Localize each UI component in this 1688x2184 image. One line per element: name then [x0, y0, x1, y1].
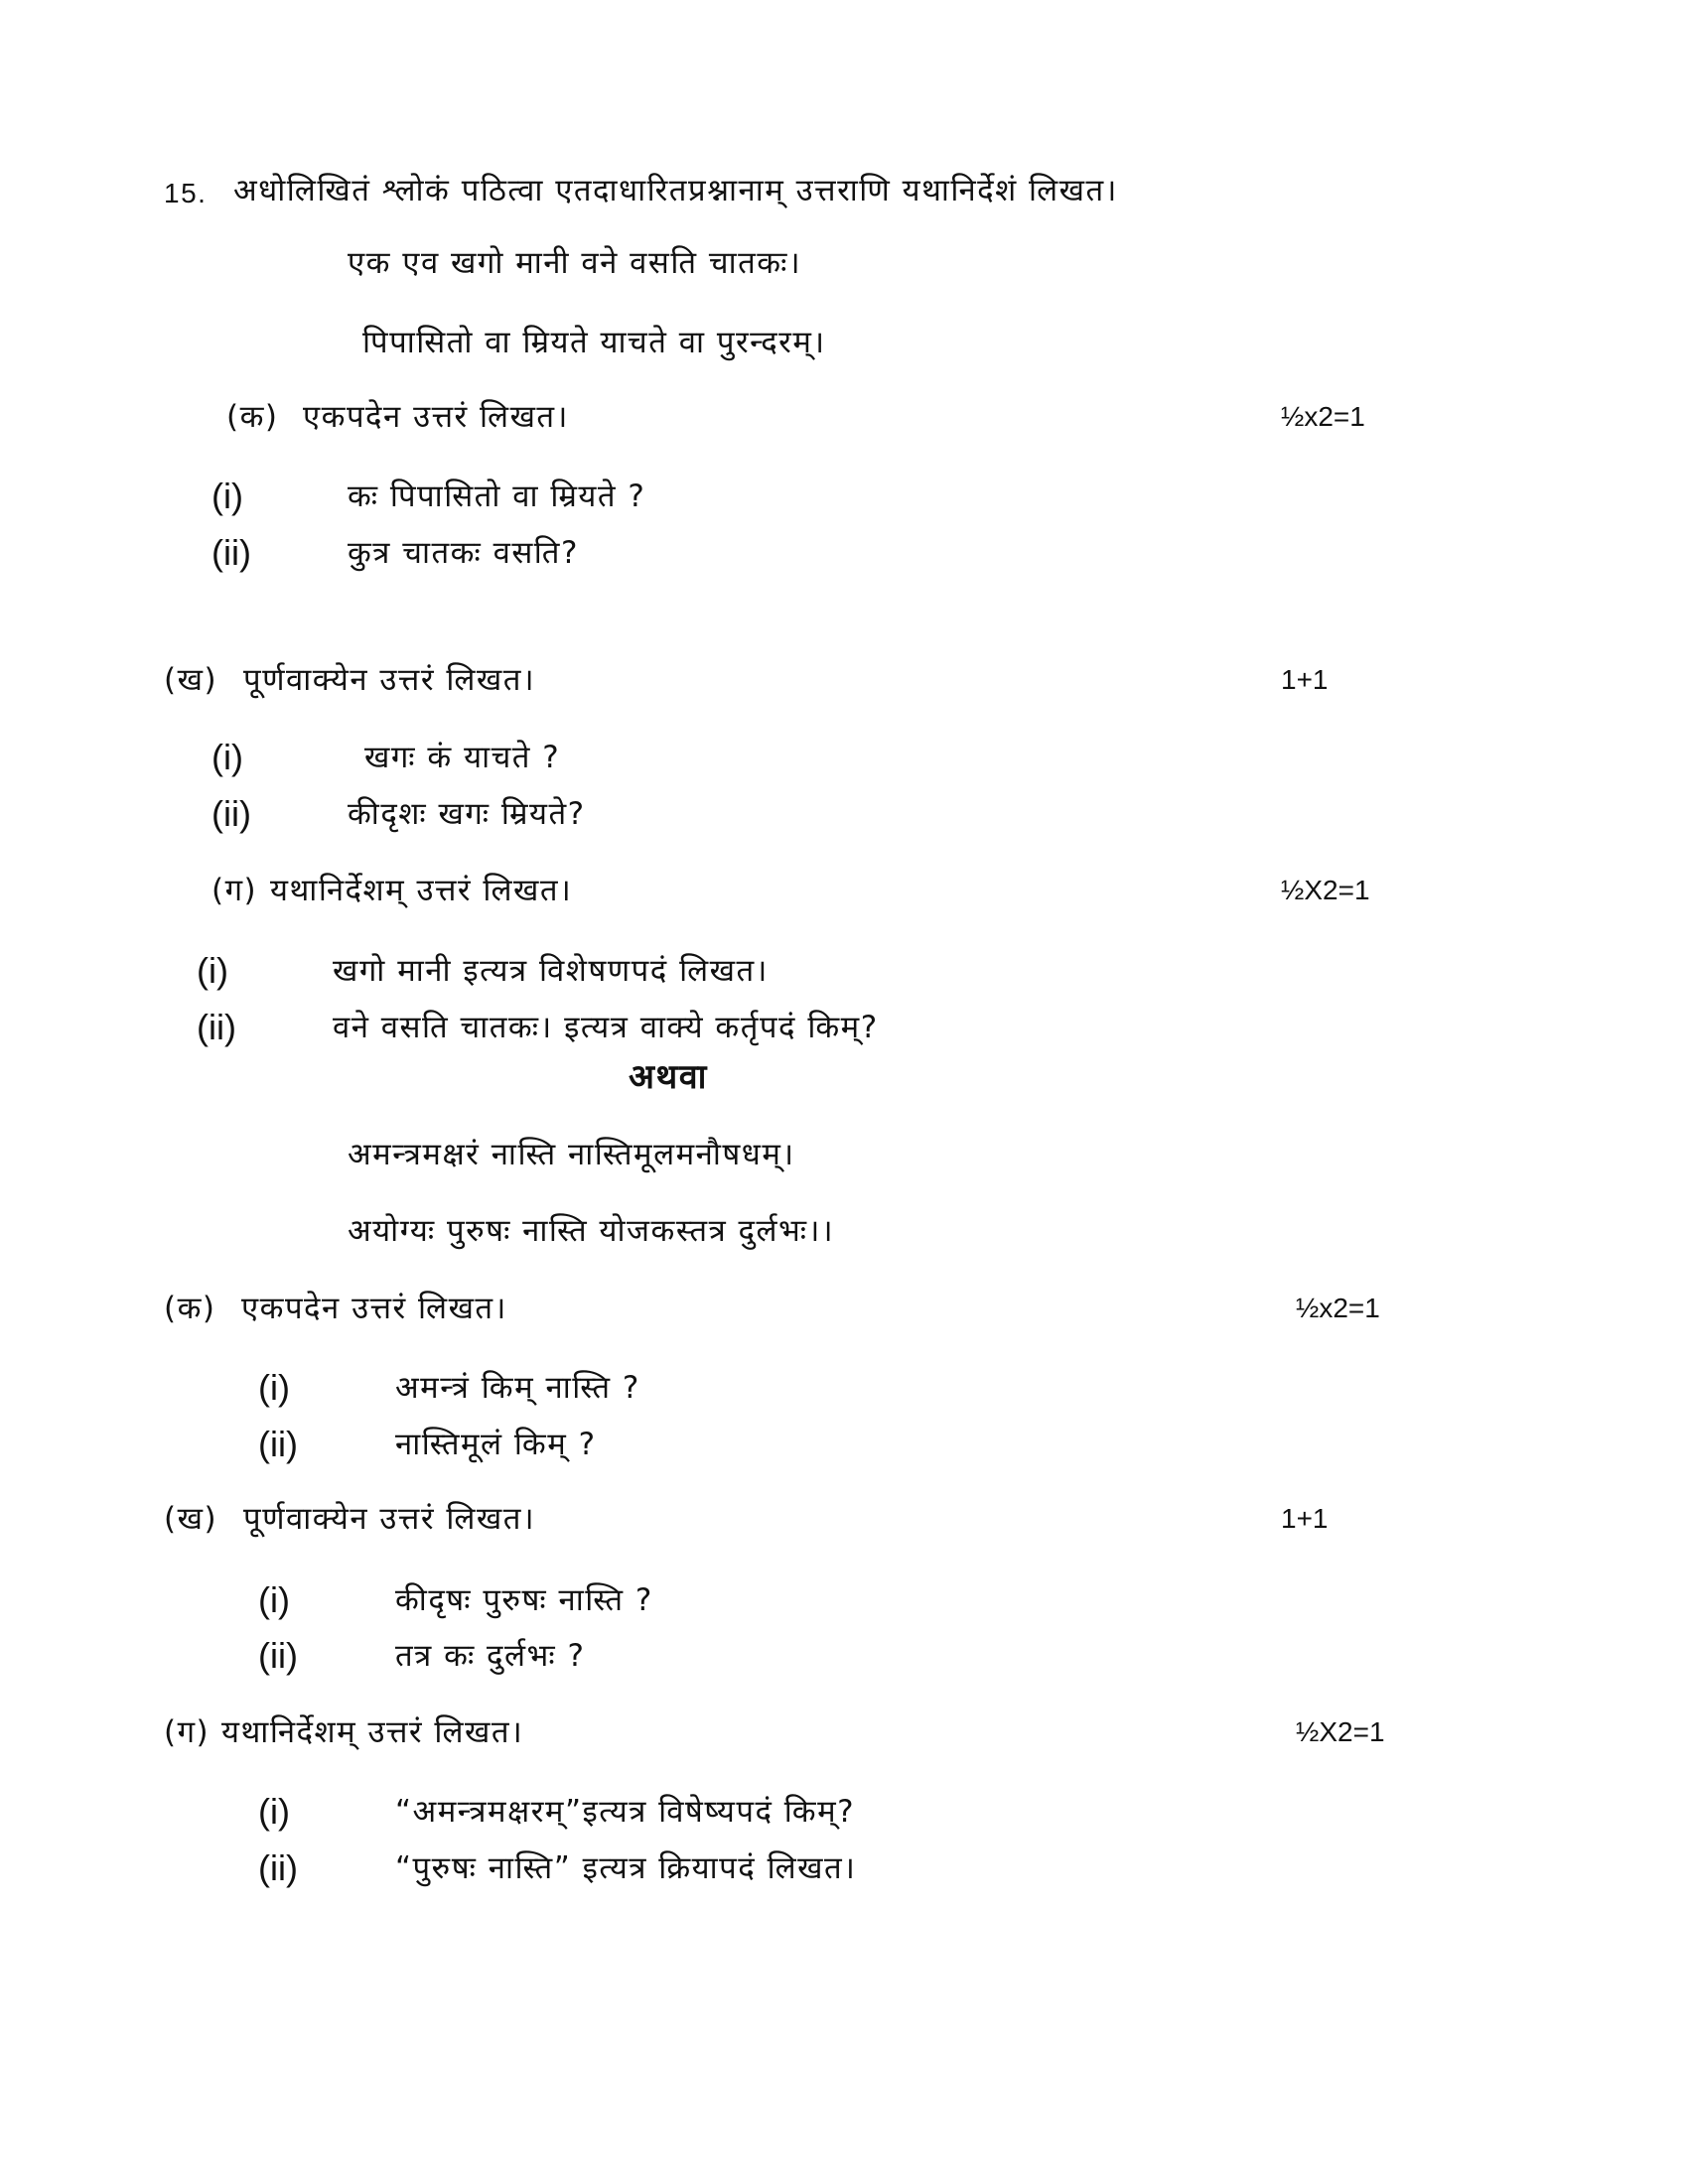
v1-ka-item2-text: कुत्र चातकः वसति? — [348, 535, 579, 571]
v1-kha-marks: 1+1 — [1281, 664, 1329, 695]
v1-ka-marks: ½x2=1 — [1281, 401, 1365, 432]
v1-ga-heading: यथानिर्देशम् उत्तरं लिखत। — [270, 873, 573, 908]
v1-ka-item1-num: (i) — [211, 476, 243, 516]
v2-ga-item2-num: (ii) — [258, 1847, 298, 1888]
v1-ga-item2-num: (ii) — [197, 1007, 236, 1047]
v2-ga-item1-num: (i) — [258, 1791, 290, 1832]
v2-ga-item1-text: “अमन्त्रमक्षरम्”इत्यत्र विषेष्यपदं किम्? — [395, 1794, 856, 1830]
v2-kha-item2-num: (ii) — [258, 1635, 298, 1676]
v2-ka-heading: एकपदेन उत्तरं लिखत। — [241, 1291, 507, 1326]
v1-ka-item2-num: (ii) — [211, 532, 251, 573]
verse1-line2: पिपासितो वा म्रियते याचते वा पुरन्दरम्। — [362, 325, 826, 360]
v2-ga-marks: ½X2=1 — [1296, 1716, 1385, 1747]
v1-kha-heading: पूर्णवाक्येन उत्तरं लिखत। — [243, 662, 536, 698]
v1-ga-label: (ग) — [211, 873, 258, 908]
v2-ka-item1-num: (i) — [258, 1367, 290, 1408]
v2-ka-label: (क) — [164, 1291, 216, 1326]
v1-kha-item2-num: (ii) — [211, 793, 251, 834]
v1-kha-item2-text: कीदृशः खगः म्रियते? — [348, 796, 586, 832]
v1-kha-label: (ख) — [164, 662, 218, 698]
verse2-line2: अयोग्यः पुरुषः नास्ति योजकस्तत्र दुर्लभः।। — [348, 1213, 835, 1249]
or-divider-label: अथवा — [629, 1057, 708, 1097]
v2-kha-label: (ख) — [164, 1501, 218, 1537]
v2-kha-heading: पूर्णवाक्येन उत्तरं लिखत। — [243, 1501, 536, 1537]
v2-ka-item2-text: नास्तिमूलं किम् ? — [395, 1427, 597, 1462]
v2-ga-item2-text: “पुरुषः नास्ति” इत्यत्र क्रियापदं लिखत। — [395, 1850, 857, 1886]
v1-kha-item1-text: खगः कं याचते ? — [364, 740, 561, 775]
v2-ka-item2-num: (ii) — [258, 1424, 298, 1464]
question-number: 15. — [164, 178, 208, 208]
v2-ka-marks: ½x2=1 — [1296, 1293, 1380, 1323]
v1-ga-item2-text: वने वसति चातकः। इत्यत्र वाक्ये कर्तृपदं किम्? — [333, 1010, 879, 1045]
v2-ga-heading: यथानिर्देशम् उत्तरं लिखत। — [221, 1714, 524, 1750]
v2-kha-item1-text: कीदृषः पुरुषः नास्ति ? — [395, 1582, 653, 1618]
verse1-line1: एक एव खगो मानी वने वसति चातकः। — [348, 245, 802, 281]
v1-ga-item1-num: (i) — [197, 950, 228, 991]
v1-ka-label: (क) — [226, 399, 279, 435]
v2-kha-item2-text: तत्र कः दुर्लभः ? — [395, 1638, 586, 1674]
v1-ka-heading: एकपदेन उत्तरं लिखत। — [303, 399, 569, 435]
v1-ka-item1-text: कः पिपासितो वा म्रियते ? — [348, 478, 646, 514]
v1-ga-item1-text: खगो मानी इत्यत्र विशेषणपदं लिखत। — [333, 953, 769, 989]
v2-ga-label: (ग) — [164, 1714, 211, 1750]
v2-ka-item1-text: अमन्त्रं किम् नास्ति ? — [395, 1370, 640, 1406]
v1-ga-marks: ½X2=1 — [1281, 875, 1370, 905]
v2-kha-item1-num: (i) — [258, 1579, 290, 1620]
v1-kha-item1-num: (i) — [211, 737, 243, 777]
verse2-line1: अमन्त्रमक्षरं नास्ति नास्तिमूलमनौषधम्। — [348, 1137, 795, 1172]
v2-kha-marks: 1+1 — [1281, 1503, 1329, 1534]
question-instruction: अधोलिखितं श्लोकं पठित्वा एतदाधारितप्रश्नानाम् उत्तराणि यथानिर्देशं लिखत। — [233, 173, 1118, 208]
